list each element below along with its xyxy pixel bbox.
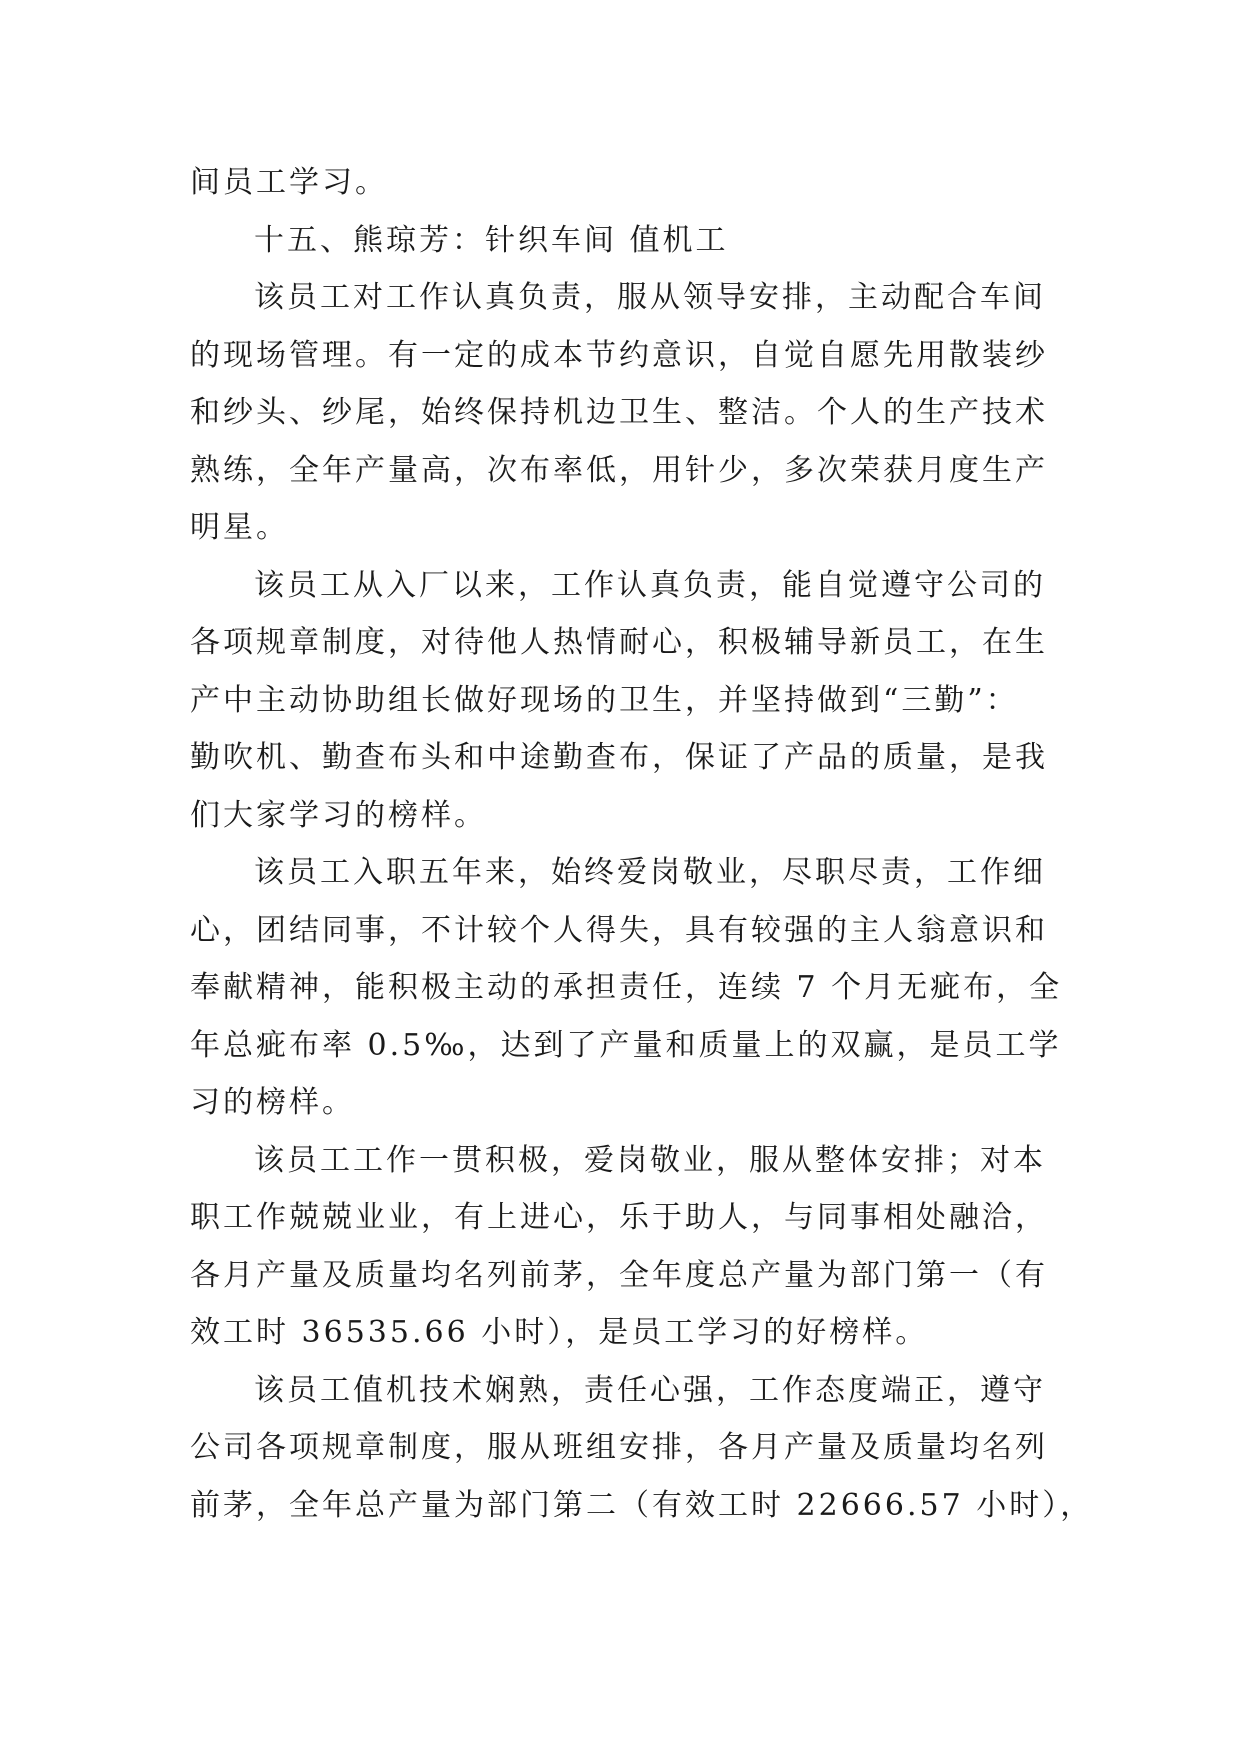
text-line: 公司各项规章制度，服从班组安排，各月产量及质量均名列: [190, 1430, 1048, 1465]
text-line: 勤吹机、勤查布头和中途勤查布，保证了产品的质量，是我: [190, 740, 1048, 775]
text-line: 间员工学习。: [190, 165, 388, 200]
text-line: 们大家学习的榜样。: [190, 797, 487, 833]
text-line: 该员工值机技术娴熟，责任心强，工作态度端正，遵守: [254, 1372, 1046, 1408]
text-line: 奉献精神，能积极主动的承担责任，连续 7 个月无疵布，全: [190, 970, 1063, 1005]
text-line: 明星。: [190, 510, 289, 545]
text-line: 该员工从入厂以来，工作认真负责，能自觉遵守公司的: [254, 567, 1046, 603]
text-line: 心，团结同事，不计较个人得失，具有较强的主人翁意识和: [190, 912, 1048, 948]
text-line: 的现场管理。有一定的成本节约意识，自觉自愿先用散装纱: [190, 337, 1048, 373]
text-line: 年总疵布率 0.5‰，达到了产量和质量上的双赢，是员工学: [190, 1027, 1062, 1063]
text-line: 该员工入职五年来，始终爱岗敬业，尽职尽责，工作细: [254, 855, 1046, 890]
text-line: 前茅，全年总产量为部门第二（有效工时 22666.57 小时），: [190, 1487, 1094, 1523]
text-line: 职工作兢兢业业，有上进心，乐于助人，与同事相处融洽，: [190, 1200, 1048, 1235]
text-line: 和纱头、纱尾，始终保持机边卫生、整洁。个人的生产技术: [190, 395, 1048, 430]
text-line: 各项规章制度，对待他人热情耐心，积极辅导新员工，在生: [190, 625, 1048, 660]
text-line: 熟练，全年产量高，次布率低，用针少，多次荣获月度生产: [190, 452, 1048, 488]
text-line: 习的榜样。: [190, 1085, 355, 1120]
text-line: 产中主动协助组长做好现场的卫生，并坚持做到“三勤”：: [190, 682, 1019, 718]
document-body: [190, 154, 1094, 1534]
section-heading: 十五、熊琼芳：针织车间 值机工: [254, 222, 729, 258]
text-line: 各月产量及质量均名列前茅，全年度总产量为部门第一（有: [190, 1257, 1048, 1293]
text-line: 该员工工作一贯积极，爱岗敬业，服从整体安排；对本: [254, 1142, 1046, 1178]
text-line: 该员工对工作认真负责，服从领导安排，主动配合车间: [254, 280, 1046, 315]
text-line: 效工时 36535.66 小时），是员工学习的好榜样。: [190, 1315, 929, 1350]
